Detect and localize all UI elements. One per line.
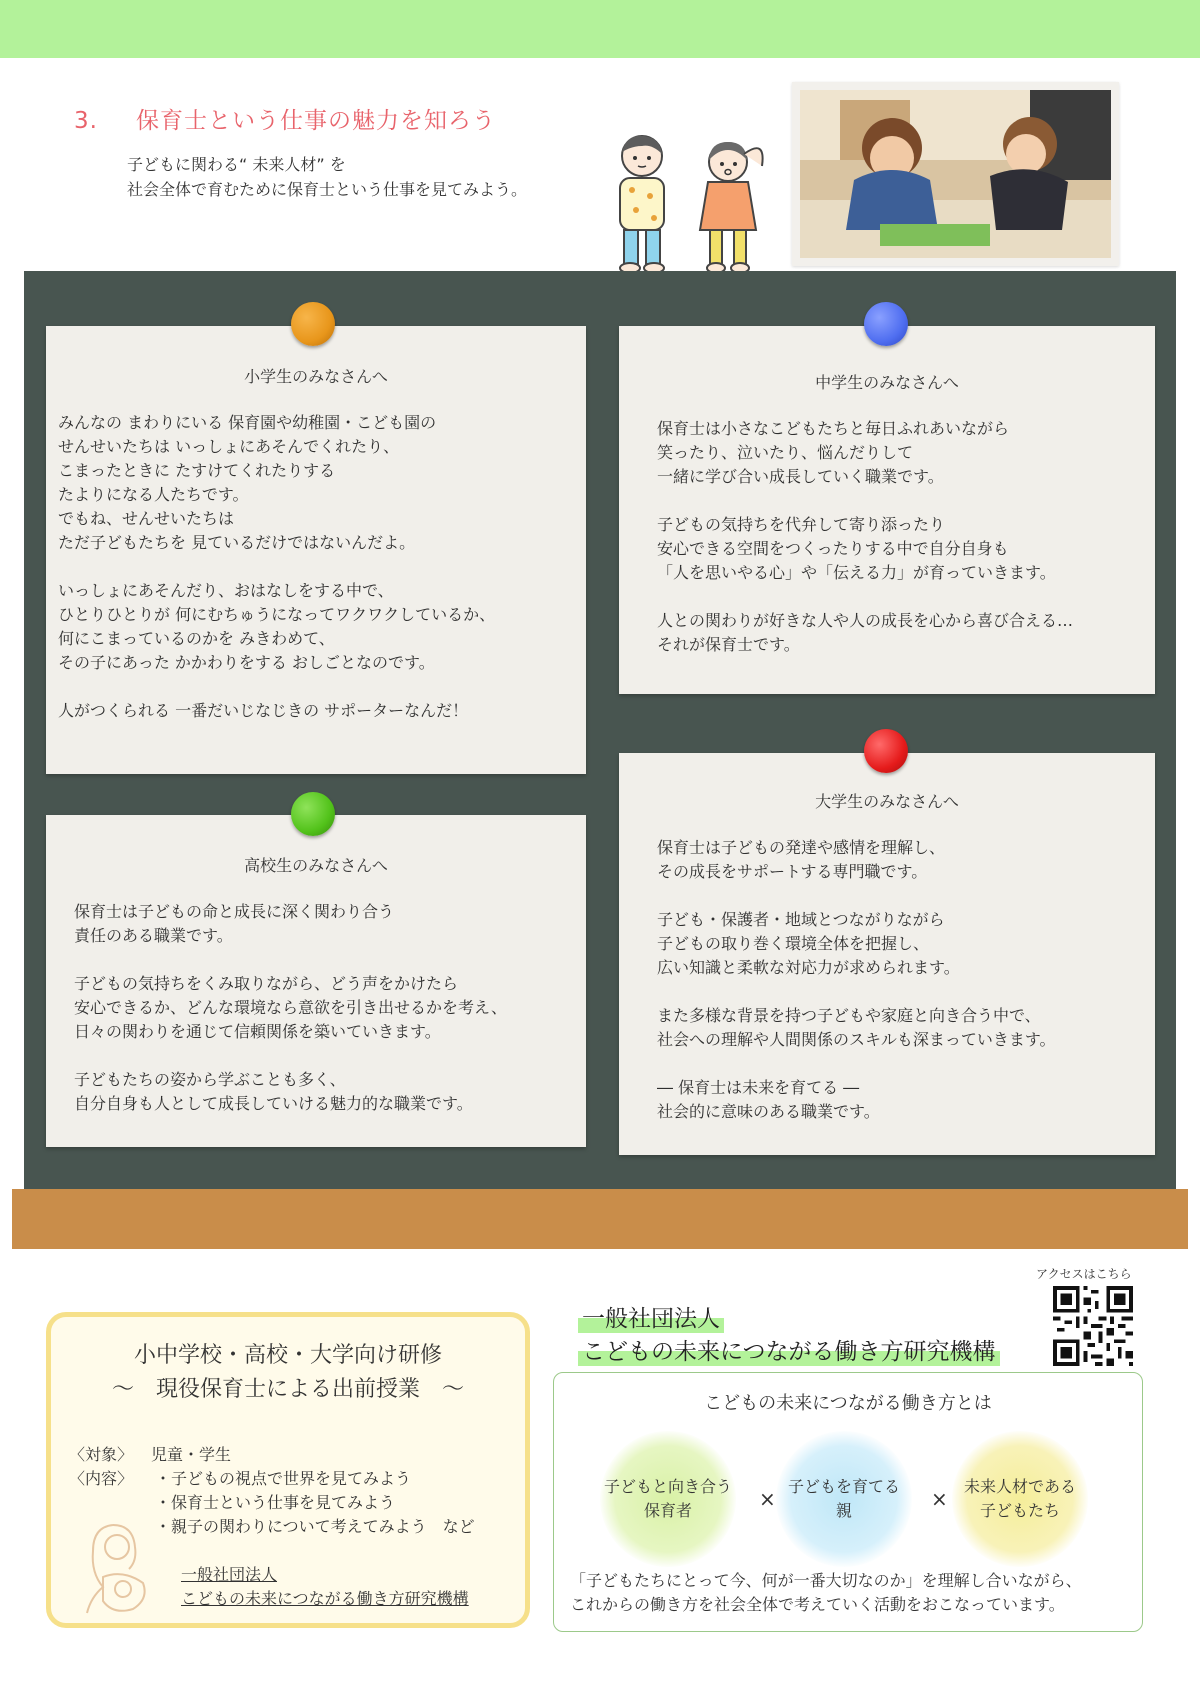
- card-line: 社会的に意味のある職業です。: [657, 1102, 880, 1121]
- pushpin-red-icon: [864, 729, 908, 773]
- seminar-org-link[interactable]: 一般社団法人: [181, 1565, 278, 1584]
- seminar-title: [51, 1339, 525, 1407]
- seminar-box: [46, 1312, 530, 1628]
- seminar-content-item: ・親子の関わりについて考えてみよう など: [155, 1517, 475, 1536]
- mission-title: こどもの未来につながる働き方とは: [704, 1393, 992, 1414]
- bubble-text: [604, 1475, 732, 1523]
- mission-line: 「子どもたちにとって今、何が一番大切なのか」を理解し合いながら、: [570, 1571, 1082, 1590]
- card-title: 小学生のみなさんへ: [244, 367, 388, 386]
- card-line: それが保育士です。: [657, 635, 800, 654]
- top-band: [0, 0, 1200, 58]
- card-line: 安心できるか、どんな環境なら意欲を引き出せるかを考え、: [74, 998, 507, 1017]
- seminar-target-label: 〈対象〉: [69, 1445, 134, 1464]
- seminar-target-value: 児童・学生: [151, 1445, 232, 1464]
- card-line: 保育士は子どもの命と成長に深く関わり合う: [74, 902, 395, 921]
- card-line: 何にこまっているのかを みきわめて、: [58, 629, 335, 648]
- section-heading-text: 保育士という仕事の魅力を知ろう: [136, 108, 496, 134]
- card-line: 保育士は子どもの発達や感情を理解し、: [657, 838, 946, 857]
- section-heading: [74, 102, 496, 135]
- card-university: [619, 753, 1155, 1155]
- section-intro: [127, 152, 527, 202]
- card-line: ― 保育士は未来を育てる ―: [657, 1078, 860, 1097]
- card-line: ただ子どもたちを 見ているだけではないんだよ。: [58, 533, 416, 552]
- card-line: また多様な背景を持つ子どもや家庭と向き合う中で、: [657, 1006, 1041, 1025]
- card-paragraph: [74, 1068, 586, 1116]
- seminar-title-line: 小中学校・高校・大学向け研修: [133, 1343, 442, 1368]
- card-line: その子にあった かかわりをする おしごとなのです。: [58, 653, 435, 672]
- bubble-children: [952, 1431, 1088, 1567]
- card-line: 保育士は小さなこどもたちと毎日ふれあいながら: [657, 419, 1010, 438]
- card-line: でもね、せんせいたちは: [58, 509, 235, 528]
- card-body: [657, 417, 1155, 657]
- seminar-title-line: ～ 現役保育士による出前授業 ～: [111, 1377, 464, 1402]
- card-elementary: [46, 326, 586, 774]
- bubble-line: 親: [835, 1501, 852, 1520]
- card-paragraph: [58, 579, 586, 675]
- card-line: 子どもの取り巻く環境全体を把握し、: [657, 934, 930, 953]
- seminar-content-item: ・保育士という仕事を見てみよう: [155, 1493, 396, 1512]
- card-line: 「人を思いやる心」や「伝える力」が育っていきます。: [657, 563, 1056, 582]
- qr-code[interactable]: [1053, 1286, 1133, 1366]
- seminar-org-link[interactable]: こどもの未来につながる働き方研究機構: [181, 1589, 469, 1608]
- card-paragraph: [657, 1076, 1155, 1124]
- card-line: 子ども・保護者・地域とつながりながら: [657, 910, 945, 929]
- card-body: [58, 411, 586, 723]
- card-paragraph: [74, 900, 586, 948]
- photo-frame: [792, 82, 1119, 266]
- seminar-content-label: 〈内容〉: [69, 1469, 134, 1488]
- section-number: 3.: [74, 108, 98, 134]
- card-paragraph: [74, 972, 586, 1044]
- access-label: アクセスはこちら: [1036, 1267, 1132, 1281]
- card-line: 子どもの気持ちをくみ取りながら、どう声をかけたら: [74, 974, 459, 993]
- card-line: 社会への理解や人間関係のスキルも深まっていきます。: [657, 1030, 1056, 1049]
- intro-line: 子どもに関わる“ 未来人材” を: [127, 155, 346, 174]
- bubble-line: 子どもと向き合う: [603, 1477, 732, 1496]
- pushpin-green-icon: [291, 792, 335, 836]
- card-paragraph: [58, 699, 586, 723]
- card-line: 人がつくられる 一番だいじなじきの サポーターなんだ！: [58, 701, 469, 720]
- bubble-text: [964, 1475, 1076, 1523]
- card-title: 高校生のみなさんへ: [244, 856, 388, 875]
- card-title: 中学生のみなさんへ: [815, 373, 959, 392]
- mission-description: [570, 1569, 1082, 1617]
- card-junior-high: [619, 326, 1155, 694]
- bubble-parent: [776, 1431, 912, 1567]
- card-line: こまったときに たすけてくれたりする: [58, 461, 336, 480]
- pushpin-orange-icon: [291, 302, 335, 346]
- card-title: 大学生のみなさんへ: [815, 792, 959, 811]
- card-line: 子どもの気持ちを代弁して寄り添ったり: [657, 515, 946, 534]
- org-name-line: 一般社団法人: [578, 1300, 724, 1333]
- mission-box: [553, 1372, 1143, 1632]
- card-line: 日々の関わりを通じて信頼関係を築いていきます。: [74, 1022, 441, 1041]
- card-line: 笑ったり、泣いたり、悩んだりして: [657, 443, 914, 462]
- bubble-line: 子どもを育てる: [787, 1477, 900, 1496]
- card-line: 責任のある職業です。: [74, 926, 233, 945]
- card-high-school: [46, 815, 586, 1147]
- card-line: 広い知識と柔軟な対応力が求められます。: [657, 958, 960, 977]
- intro-line: 社会全体で育むために保育士という仕事を見てみよう。: [127, 180, 528, 199]
- bubble-caregiver: [600, 1431, 736, 1567]
- times-symbol: ×: [759, 1487, 776, 1511]
- card-line: 自分自身も人として成長していける魅力的な職業です。: [74, 1094, 473, 1113]
- mother-child-illustration: [73, 1517, 173, 1617]
- org-name-line: こどもの未来につながる働き方研究機構: [578, 1333, 1000, 1366]
- card-body: [657, 836, 1155, 1124]
- bubble-text: [788, 1475, 900, 1523]
- seminar-content-item: ・子どもの視点で世界を見てみよう: [155, 1469, 412, 1488]
- card-line: 人との関わりが好きな人や人の成長を心から喜び合える…: [657, 611, 1074, 630]
- card-paragraph: [657, 836, 1155, 884]
- card-line: いっしょにあそんだり、おはなしをする中で、: [58, 581, 394, 600]
- bubble-line: 未来人材である: [963, 1477, 1076, 1496]
- card-paragraph: [657, 1004, 1155, 1052]
- card-paragraph: [657, 609, 1155, 657]
- card-paragraph: [657, 513, 1155, 585]
- pushpin-blue-icon: [864, 302, 908, 346]
- card-paragraph: [657, 417, 1155, 489]
- card-body: [74, 900, 586, 1116]
- card-line: たよりになる人たちです。: [58, 485, 249, 504]
- bubble-line: 子どもたち: [979, 1501, 1060, 1520]
- times-symbol: ×: [931, 1487, 948, 1511]
- children-photo: [800, 90, 1111, 258]
- card-paragraph: [58, 411, 586, 555]
- bubble-line: 保育者: [643, 1501, 692, 1520]
- card-line: せんせいたちは いっしょにあそんでくれたり、: [58, 437, 400, 456]
- card-line: みんなの まわりにいる 保育園や幼稚園・こども園の: [58, 413, 437, 432]
- thinking-kids-illustration: [606, 132, 782, 284]
- card-line: その成長をサポートする専門職です。: [657, 862, 928, 881]
- card-line: 一緒に学び合い成長していく職業です。: [657, 467, 944, 486]
- card-line: 子どもたちの姿から学ぶことも多く、: [74, 1070, 346, 1089]
- mission-line: これからの働き方を社会全体で考えていく活動をおこなっています。: [570, 1595, 1065, 1614]
- card-line: ひとりひとりが 何にむちゅうになってワクワクしているか、: [58, 605, 496, 624]
- card-paragraph: [657, 908, 1155, 980]
- card-line: 安心できる空間をつくったりする中で自分自身も: [657, 539, 1009, 558]
- board-ledge: [12, 1189, 1188, 1249]
